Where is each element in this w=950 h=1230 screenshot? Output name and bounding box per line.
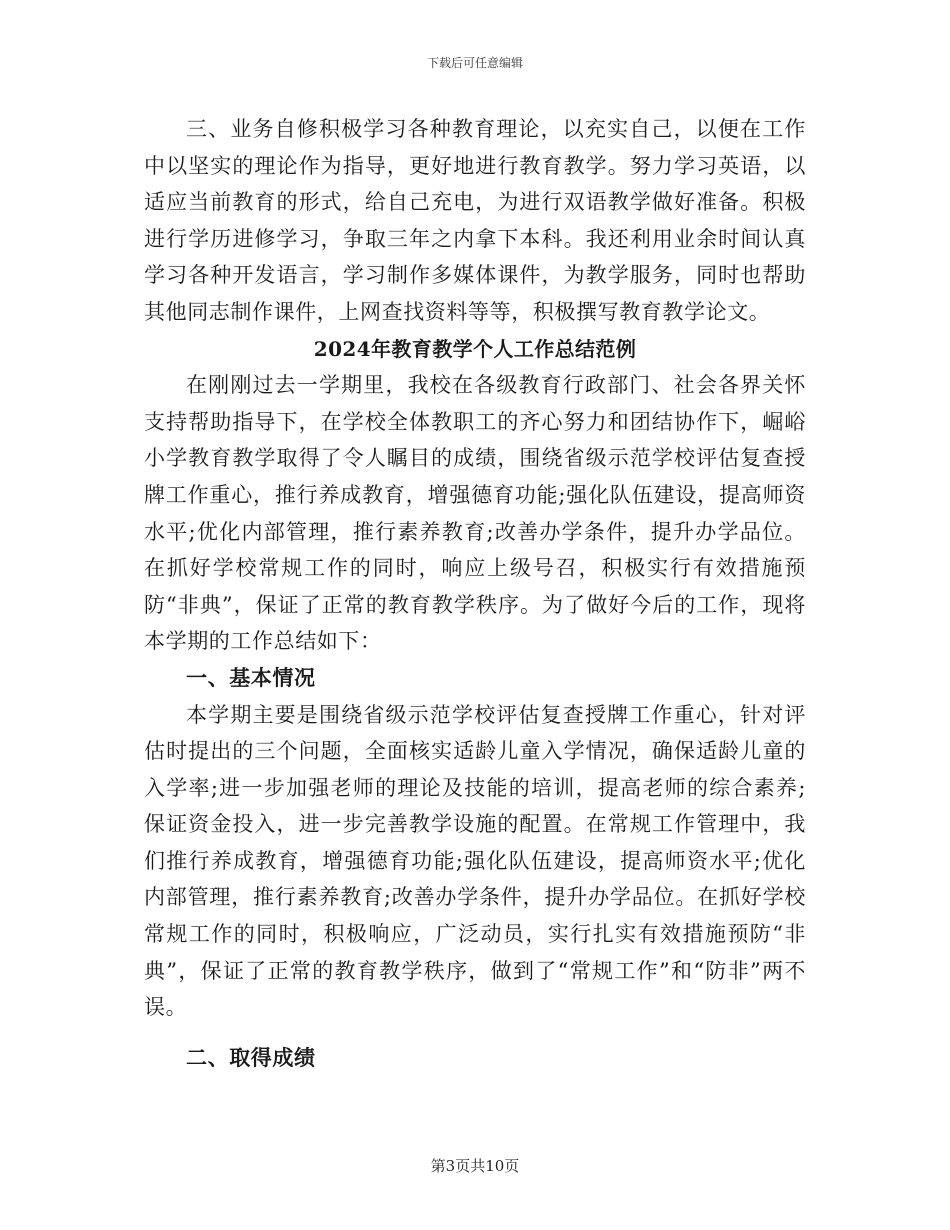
paragraph-self-study: 三、业务自修积极学习各种教育理论，以充实自己，以便在工作中以坚实的理论作为指导，更好地进行教育教学。努力学习英语，以适应当前教育的形式，给自己充电，为进行双语教学做好准备。积极进行学历进修学习，争取三年之内拿下本科。我还利用业余时间认真学习各种开发语言，学习制作多媒体课件，为教学服务，同时也帮助其他同志制作课件，上网查找资料等等，积极撰写教育教学论文。 [144, 117, 806, 324]
paragraph-basic-situation: 本学期主要是围绕省级示范学校评估复查授牌工作重心，针对评估时提出的三个问题，全面核实适龄儿童入学情况，确保适龄儿童的入学率;进一步加强老师的理论及技能的培训，提高老师的综合素养;保证资金投入，进一步完善教学设施的配置。在常规工作管理中，我们推行养成教育，增强德育功能;强化队伍建设，提高师资水平;优化内部管理，推行素养教育;改善办学条件，提升办学品位。在抓好学校常规工作的同时，积极响应，广泛动员，实行扎实有效措施预防“非典”，保证了正常的教育教学秩序，做到了“常规工作”和“防非”两不误。 [144, 702, 806, 1020]
heading-achievements: 二、取得成绩 [186, 1044, 316, 1070]
section-title: 2024年教育教学个人工作总结范例 [313, 336, 637, 361]
heading-basic-situation: 一、基本情况 [186, 664, 316, 690]
document-body [144, 111, 806, 1076]
page-header: 下载后可任意编辑 [426, 56, 523, 70]
page-footer: 第3页共10页 [430, 1157, 520, 1175]
paragraph-intro: 在刚刚过去一学期里，我校在各级教育行政部门、社会各界关怀支持帮助指导下，在学校全体教职工的齐心努力和团结协作下，崛峪小学教育教学取得了令人瞩目的成绩，围绕省级示范学校评估复查授牌工作重心，推行养成教育，增强德育功能;强化队伍建设，提高师资水平;优化内部管理，推行素养教育;改善办学条件，提升办学品位。在抓好学校常规工作的同时，响应上级号召，积极实行有效措施预防“非典”，保证了正常的教育教学秩序。为了做好今后的工作，现将本学期的工作总结如下： [144, 373, 806, 654]
